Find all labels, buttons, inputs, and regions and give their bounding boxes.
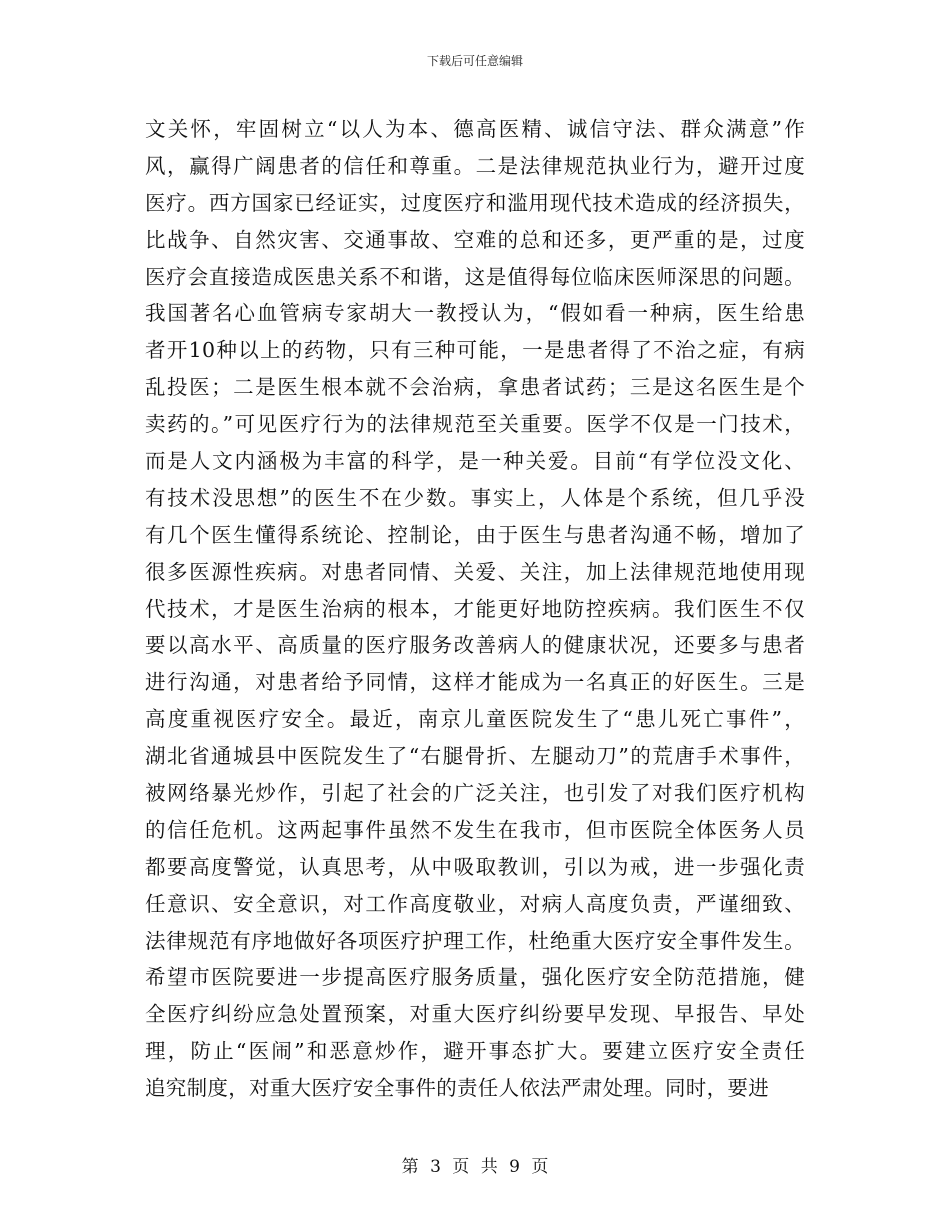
text-line: 文关怀，牢固树立“以人为本、德高医精、诚信守法、群众满意”作 xyxy=(145,117,805,141)
text-line: 理，防止“医闹”和恶意炒作，避开事态扩大。要建立医疗安全责任 xyxy=(145,1039,805,1064)
page-number-footer: 第 3 页 共 9 页 xyxy=(401,1157,549,1177)
text-line: 者开10种以上的药物，只有三种可能，一是患者得了不治之症，有病 xyxy=(145,338,805,363)
text-line: 全医疗纠纷应急处置预案，对重大医疗纠纷要早发现、早报告、早处 xyxy=(145,1002,805,1027)
text-line: 有技术没思想”的医生不在少数。事实上，人体是个系统，但几乎没 xyxy=(145,485,805,510)
text-line: 任意识、安全意识，对工作高度敬业，对病人高度负责，严谨细致、 xyxy=(145,891,805,916)
text-line: 追究制度，对重大医疗安全事件的责任人依法严肃处理。同时，要进 xyxy=(145,1076,769,1101)
text-line: 希望市医院要进一步提高医疗服务质量，强化医疗安全防范措施，健 xyxy=(145,965,805,990)
text-line: 要以高水平、高质量的医疗服务改善病人的健康状况，还要多与患者 xyxy=(145,633,805,658)
text-line: 医疗。西方国家已经证实，过度医疗和滥用现代技术造成的经济损失， xyxy=(145,190,805,215)
text-line: 我国著名心血管病专家胡大一教授认为，“假如看一种病，医生给患 xyxy=(145,301,805,326)
text-line: 医疗会直接造成医患关系不和谐，这是值得每位临床医师深思的问题。 xyxy=(145,264,805,289)
page-header: 下载后可任意编辑 xyxy=(426,54,523,68)
text-line: 风，赢得广阔患者的信任和尊重。二是法律规范执业行为，避开过度 xyxy=(145,153,805,178)
text-line: 都要高度警觉，认真思考，从中吸取教训，引以为戒，进一步强化责 xyxy=(145,854,805,879)
text-line: 被网络暴光炒作，引起了社会的广泛关注，也引发了对我们医疗机构 xyxy=(145,781,805,806)
text-line: 有几个医生懂得系统论、控制论，由于医生与患者沟通不畅，增加了 xyxy=(145,522,805,547)
text-line: 很多医源性疾病。对患者同情、关爱、关注，加上法律规范地使用现 xyxy=(145,559,805,584)
text-line: 的信任危机。这两起事件虽然不发生在我市，但市医院全体医务人员 xyxy=(145,817,805,842)
text-line: 进行沟通，对患者给予同情，这样才能成为一名真正的好医生。三是 xyxy=(145,670,805,695)
text-line: 比战争、自然灾害、交通事故、空难的总和还多，更严重的是，过度 xyxy=(145,227,805,252)
text-line: 乱投医；二是医生根本就不会治病，拿患者试药；三是这名医生是个 xyxy=(145,375,805,400)
text-line: 而是人文内涵极为丰富的科学，是一种关爱。目前“有学位没文化、 xyxy=(145,449,805,474)
text-line: 湖北省通城县中医院发生了“右腿骨折、左腿动刀”的荒唐手术事件， xyxy=(145,744,805,769)
text-line: 高度重视医疗安全。最近，南京儿童医院发生了“患儿死亡事件”， xyxy=(145,707,805,732)
text-line: 法律规范有序地做好各项医疗护理工作，杜绝重大医疗安全事件发生。 xyxy=(145,928,805,953)
body-text xyxy=(145,111,805,1107)
text-line: 卖药的。”可见医疗行为的法律规范至关重要。医学不仅是一门技术， xyxy=(145,412,805,437)
text-line: 代技术，才是医生治病的根本，才能更好地防控疾病。我们医生不仅 xyxy=(145,596,805,621)
